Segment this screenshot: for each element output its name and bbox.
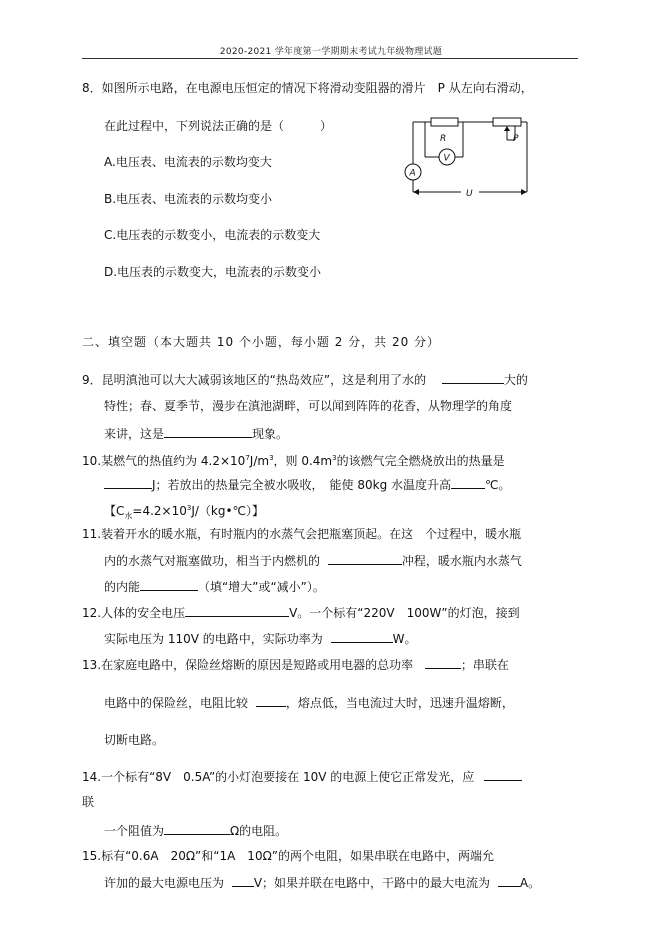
q12-blank-1 xyxy=(185,604,289,617)
q12-line1-b: V。一个标有“220V 100W”的灯泡，接到 xyxy=(289,606,520,620)
q11-line3 xyxy=(104,578,325,595)
q9-blank-2 xyxy=(164,425,252,438)
q8-stem-line1: 8．如图所示电路，在电源电压恒定的情况下将滑动变阻器的滑片 P 从左向右滑动， xyxy=(82,81,533,95)
q13-blank-2 xyxy=(256,694,286,707)
q10-line3 xyxy=(104,500,264,524)
label-a: A xyxy=(409,168,416,179)
q13-line2-b: ，熔点低，当电流过大时，迅速升温熔断， xyxy=(285,696,514,710)
q15-blank-1 xyxy=(232,874,254,887)
label-r: R xyxy=(440,134,447,144)
q10-line3-c: J/（kg•℃）】 xyxy=(191,504,265,518)
q14-line2: 联 xyxy=(82,795,95,809)
q11-blank-1 xyxy=(328,552,402,565)
q12-line1-a: 12.人体的安全电压 xyxy=(82,606,186,620)
q9-line2: 特性；春、夏季节，漫步在滇池湖畔，可以闻到阵阵的花香，从物理学的角度 xyxy=(104,399,513,413)
q14-line3-b: Ω的电阻。 xyxy=(230,824,288,838)
q11-blank-2 xyxy=(140,578,198,591)
q13-line1-a: 13.在家庭电路中，保险丝熔断的原因是短路或用电器的总功率 xyxy=(82,658,414,672)
q9-line1-text: 9．昆明滇池可以大大减弱该地区的“热岛效应”，这是利用了水的 xyxy=(82,373,427,387)
q10-blank-2 xyxy=(451,476,485,489)
q14-line3-a: 一个阻值为 xyxy=(104,824,165,838)
q10-exp-4: 3 xyxy=(186,504,192,512)
q9-line1-end: 大的 xyxy=(503,373,528,387)
q13-line1-b: ；串联在 xyxy=(460,658,509,672)
q12-line1 xyxy=(82,604,520,621)
circuit-diagram xyxy=(403,112,535,208)
q12-line2 xyxy=(104,630,416,647)
q11-line3-a: 的内能 xyxy=(104,580,141,594)
q12-line2-a: 实际电压为 110V 的电路中，实际功率为 xyxy=(104,632,323,646)
q13-line2 xyxy=(104,694,514,711)
q10-line1-b: J/m xyxy=(249,454,270,468)
q14-line3 xyxy=(104,822,287,839)
q10-blank-1 xyxy=(104,476,152,489)
q12-blank-2 xyxy=(331,630,393,643)
label-p: P xyxy=(513,134,519,144)
page-header-title: 2020-2021 学年度第一学期期末考试九年级物理试题 xyxy=(219,47,443,57)
q8-option-a: A.电压表、电流表的示数均变大 xyxy=(104,155,272,169)
q11-line3-b: （填“增大”或“减小”）。 xyxy=(198,580,325,594)
section2-title: 二、填空题（本大题共 10 个小题，每小题 2 分，共 20 分） xyxy=(82,335,441,349)
q15-line2-a: 许加的最大电源电压为 xyxy=(104,876,225,890)
q10-exp-1: 7 xyxy=(245,454,250,462)
rheostat xyxy=(493,118,521,126)
q10-line3-b: =4.2×10 xyxy=(132,504,187,518)
q9-line3-text: 来讲，这是 xyxy=(104,427,165,441)
q14-blank-1 xyxy=(484,768,522,781)
q10-line2 xyxy=(104,476,511,493)
q8-stem-line2: 在此过程中，下列说法正确的是（ ） xyxy=(104,119,333,133)
label-u: U xyxy=(466,189,473,199)
q11-line1: 11.装着开水的暖水瓶，有时瓶内的水蒸气会把瓶塞顶起。在这 个过程中，暖水瓶 xyxy=(82,527,522,541)
q11-line2 xyxy=(104,552,522,569)
q10-line1-a: 10.某燃气的热值约为 4.2×10 xyxy=(82,454,246,468)
q10-line3-a: 【C xyxy=(104,504,125,518)
q10-exp-2: 3 xyxy=(269,454,274,462)
q10-sub-water: 水 xyxy=(124,511,133,521)
q8-option-d: D.电压表的示数变大，电流表的示数变小 xyxy=(104,265,322,279)
q9-line1 xyxy=(82,371,528,388)
q11-line2-b: 冲程，暖水瓶内水蒸气 xyxy=(401,554,522,568)
q13-line1 xyxy=(82,656,509,673)
q14-line1 xyxy=(82,768,522,785)
q9-line3-end: 现象。 xyxy=(252,427,289,441)
q11-line2-a: 内的水蒸气对瓶塞做功，相当于内燃机的 xyxy=(104,554,321,568)
q10-line1 xyxy=(82,450,505,469)
q9-line3 xyxy=(104,425,288,442)
q9-blank-1 xyxy=(442,371,504,384)
q8-option-b: B.电压表、电流表的示数均变小 xyxy=(104,192,273,206)
label-v: V xyxy=(443,153,450,164)
q10-line1-d: 的该燃气完全燃烧放出的热量是 xyxy=(336,454,505,468)
q15-line1: 15.标有“0.6A 20Ω”和“1A 10Ω”的两个电阻，如果串联在电路中，两端允 xyxy=(82,849,494,863)
resistor-r xyxy=(431,118,458,126)
q10-line1-c: ，则 0.4m xyxy=(273,454,333,468)
q14-blank-2 xyxy=(164,822,230,835)
q15-line2 xyxy=(104,874,540,891)
q13-line3: 切断电路。 xyxy=(104,733,165,747)
q13-line2-a: 电路中的保险丝，电阻比较 xyxy=(104,696,249,710)
q15-blank-2 xyxy=(498,874,520,887)
header-divider xyxy=(82,58,578,59)
q14-line1-a: 14.一个标有“8V 0.5A”的小灯泡要接在 10V 的电源上使它正常发光，应 xyxy=(82,770,475,784)
q15-line2-b: V；如果并联在电路中，干路中的最大电流为 xyxy=(253,876,491,890)
q12-line2-b: W。 xyxy=(392,632,417,646)
q8-option-c: C.电压表的示数变小，电流表的示数变大 xyxy=(104,228,321,242)
q10-line2-b: ℃。 xyxy=(485,478,511,492)
q10-exp-3: 3 xyxy=(332,454,337,462)
q15-line2-c: A。 xyxy=(519,876,541,890)
q10-line2-a: J；若放出的热量完全被水吸收， 能使 80kg 水温度升高 xyxy=(152,478,452,492)
q13-blank-1 xyxy=(425,656,461,669)
